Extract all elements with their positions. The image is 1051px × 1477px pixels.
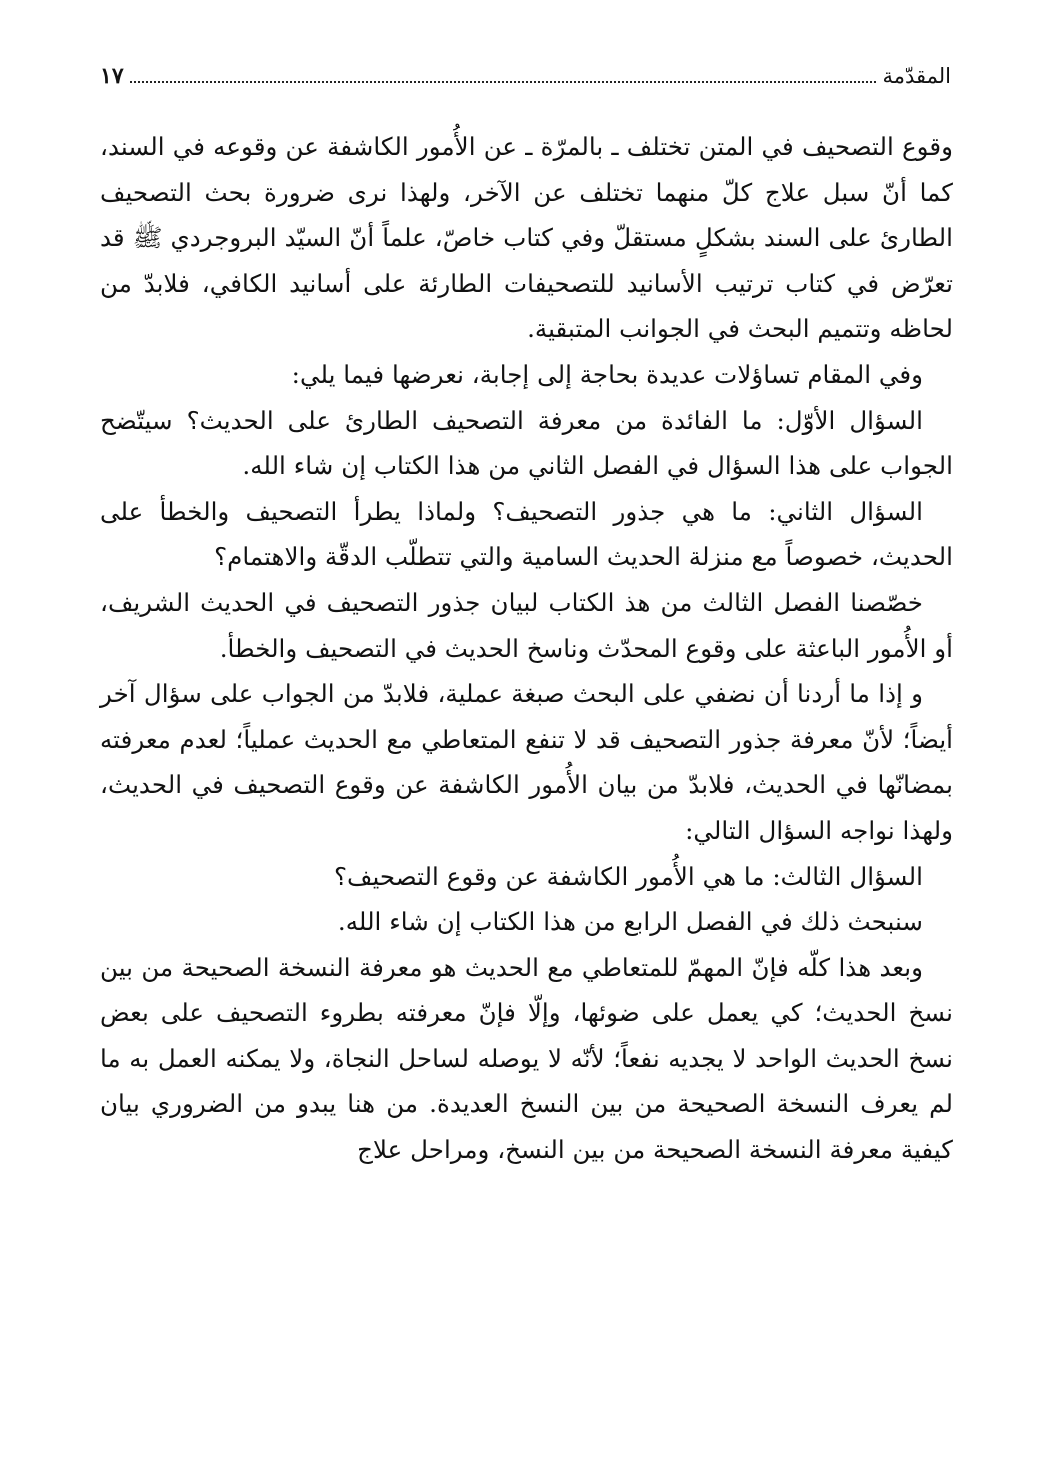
running-header — [100, 62, 953, 90]
paragraph-9: وبعد هذا كلّه فإنّ المهمّ للمتعاطي مع الحديث هو معرفة النسخة الصحيحة من بين نسخ الحديث؛ كي يعمل على ضوئها، وإلّا فإنّ معرفته بطروء التصحيف على بعض نسخ الحديث الواحد لا يجديه نفعاً؛ لأنّه لا يوصله لساحل النجاة، ولا يمكنه العمل به ما لم يعرف النسخة الصحيحة من بين النسخ العديدة. من هنا يبدو من الضروري بيان كيفية معرفة النسخة الصحيحة من بين النسخ، ومراحل علاج — [100, 952, 953, 1165]
body-text — [100, 124, 953, 1173]
page-number: ١٧ — [100, 63, 124, 89]
paragraph-4: السؤال الثاني: ما هي جذور التصحيف؟ ولماذا يطرأ التصحيف والخطأ على الحديث، خصوصاً مع منزلة الحديث السامية والتي تتطلّب الدقّة والاهتمام؟ — [100, 496, 953, 572]
paragraph-1: وقوع التصحيف في المتن تختلف ـ بالمرّة ـ عن الأُمور الكاشفة عن وقوعه في السند، كما أنّ سبل علاج كلّ منهما تختلف عن الآخر، ولهذا نرى ضرورة بحث التصحيف الطارئ على السند بشكلٍ مستقلّ وفي كتاب خاصّ، علماً أنّ السيّد البروجردي ﷺ قد تعرّض في كتاب ترتيب الأسانيد للتصحيفات الطارئة على أسانيد الكافي، فلابدّ من لحاظه وتتميم البحث في الجوانب المتبقية. — [100, 132, 953, 344]
paragraph-2: وفي المقام تساؤلات عديدة بحاجة إلى إجابة، نعرضها فيما يلي: — [291, 359, 923, 389]
paragraph-5: خصّصنا الفصل الثالث من هذ الكتاب لبيان جذور التصحيف في الحديث الشريف، أو الأُمور الباعثة على وقوع المحدّث وناسخ الحديث في التصحيف والخطأ. — [100, 587, 953, 663]
header-dot-leader — [130, 81, 877, 83]
paragraph-8: سنبحث ذلك في الفصل الرابع من هذا الكتاب إن شاء الله. — [337, 907, 923, 937]
paragraph-6: و إذا ما أردنا أن نضفي على البحث صبغة عملية، فلابدّ من الجواب على سؤال آخر أيضاً؛ لأنّ معرفة جذور التصحيف قد لا تنفع المتعاطي مع الحديث عملياً؛ لعدم معرفته بمضانّها في الحديث، فلابدّ من بيان الأُمور الكاشفة عن وقوع التصحيف في الحديث، ولهذا نواجه السؤال التالي: — [100, 679, 953, 845]
chapter-title: المقدّمة — [882, 64, 951, 88]
paragraph-3: السؤال الأوّل: ما الفائدة من معرفة التصحيف الطارئ على الحديث؟ سيتّضح الجواب على هذا السؤال في الفصل الثاني من هذا الكتاب إن شاء الله. — [100, 405, 953, 481]
paragraph-7: السؤال الثالث: ما هي الأُمور الكاشفة عن وقوع التصحيف؟ — [333, 861, 923, 891]
